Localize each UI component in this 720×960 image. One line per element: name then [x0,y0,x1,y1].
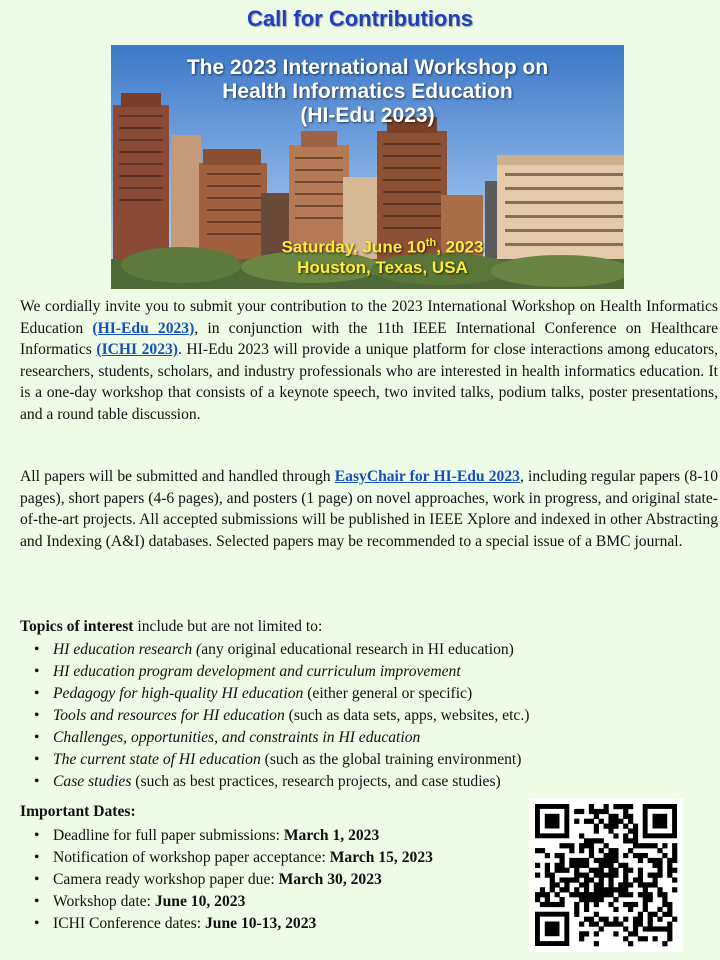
banner-image [111,45,624,289]
topics-list [34,639,529,793]
date-label: Notification of workshop paper acceptance: [53,849,330,866]
list-item [34,771,529,793]
intro-text-2: , in conjunction with the 11th IEEE International Conference on Healthcare Informatics [20,319,719,358]
bullet: • [34,827,40,844]
bullet: • [34,685,40,702]
qr-code[interactable] [529,798,683,952]
list-item [34,661,529,683]
topic-detail: (such as best practices, research projects, and case studies) [131,773,501,790]
topic-title: Tools and resources for HI education [53,707,285,724]
bullet: • [34,773,40,790]
intro-paragraph [20,296,718,425]
date-label: Workshop date: [53,893,155,910]
bullet: • [34,915,40,932]
topic-detail: (such as the global training environment) [260,751,522,768]
date-value: March 15, 2023 [329,849,433,866]
banner-date-year: , 2023 [436,237,484,257]
topic-detail: (either general or specific) [303,685,473,702]
date-value: June 10-13, 2023 [204,915,317,932]
bullet: • [34,707,40,724]
topic-title: HI education research ( [53,641,202,658]
banner-location: Houston, Texas, USA [297,257,468,277]
list-item [34,639,529,661]
banner-title-line-3: (HI-Edu 2023) [300,104,435,127]
list-item [34,913,433,935]
date-value: March 30, 2023 [278,871,382,888]
qr-code-image [529,798,683,952]
date-label: ICHI Conference dates: [53,915,205,932]
submission-text-2: , including regular papers (8-10 pages), short papers (4-6 pages), and posters (1 page) on novel approaches, work in progress, and original state-of-the-art projects. All accepted submissions will be published in IEEE Xplore and indexed in other Abstracting and Indexing (A&I) databases. Selected papers may be recommended to a special issue of a BMC journal. [20,468,718,550]
intro-text-1: We cordially invite you to submit your contribution to the 2023 International Workshop on Health Informatics Education [20,298,718,337]
banner-title-line-2: Health Informatics Education [222,80,513,103]
ichi-link[interactable]: (ICHI 2023) [96,341,179,358]
banner-date-suffix: th [425,237,437,249]
submission-text-1: All papers will be submitted and handled through [20,468,335,485]
topic-title: Case studies [53,773,132,790]
easychair-link[interactable]: EasyChair for HI-Edu 2023 [334,468,520,485]
hi-edu-link[interactable]: (HI-Edu 2023) [92,319,195,337]
topic-title: Challenges, opportunities, and constraints in HI education [53,729,421,746]
banner-title-line-1: The 2023 International Workshop on [186,56,549,79]
date-label: Camera ready workshop paper due: [53,871,279,888]
list-item [34,749,529,771]
topic-title: HI education program development and curriculum improvement [53,663,461,680]
list-item [34,847,433,869]
topic-detail: (such as data sets, apps, websites, etc.) [284,707,530,724]
dates-list [34,825,433,935]
list-item [34,683,529,705]
bullet: • [34,663,40,680]
bullet: • [34,641,40,658]
banner-date [111,233,624,278]
date-label: Deadline for full paper submissions: [53,827,284,844]
bullet: • [34,893,40,910]
bullet: • [34,871,40,888]
submission-paragraph [20,466,718,552]
list-item [34,705,529,727]
banner-title [111,56,624,128]
important-dates-heading: Important Dates: [20,803,136,820]
bullet: • [34,729,40,746]
bullet: • [34,751,40,768]
topic-detail: any original educational research in HI education) [201,641,514,658]
list-item [34,825,433,847]
list-item [34,891,433,913]
topic-title: The current state of HI education [53,751,261,768]
intro-text-3: . HI-Edu 2023 will provide a unique platform for close interactions among educators, researchers, students, scholars, and industry professionals who are interested in health informatics education. It is a one-day workshop that consists of a keynote speech, two invited talks, podium talks, poster presentations, and a round table discussion. [20,341,719,423]
topics-heading-bold: Topics of interest [20,618,134,635]
bullet: • [34,849,40,866]
list-item [34,869,433,891]
list-item [34,727,529,749]
page-title: Call for Contributions [246,6,474,31]
date-value: March 1, 2023 [283,827,380,844]
banner-date-text: Saturday, June 10 [281,237,426,257]
topic-title: Pedagogy for high-quality HI education [53,685,304,702]
topics-heading-rest: include but are not limited to: [133,618,323,635]
date-value: June 10, 2023 [154,893,246,910]
topics-heading [20,618,322,636]
